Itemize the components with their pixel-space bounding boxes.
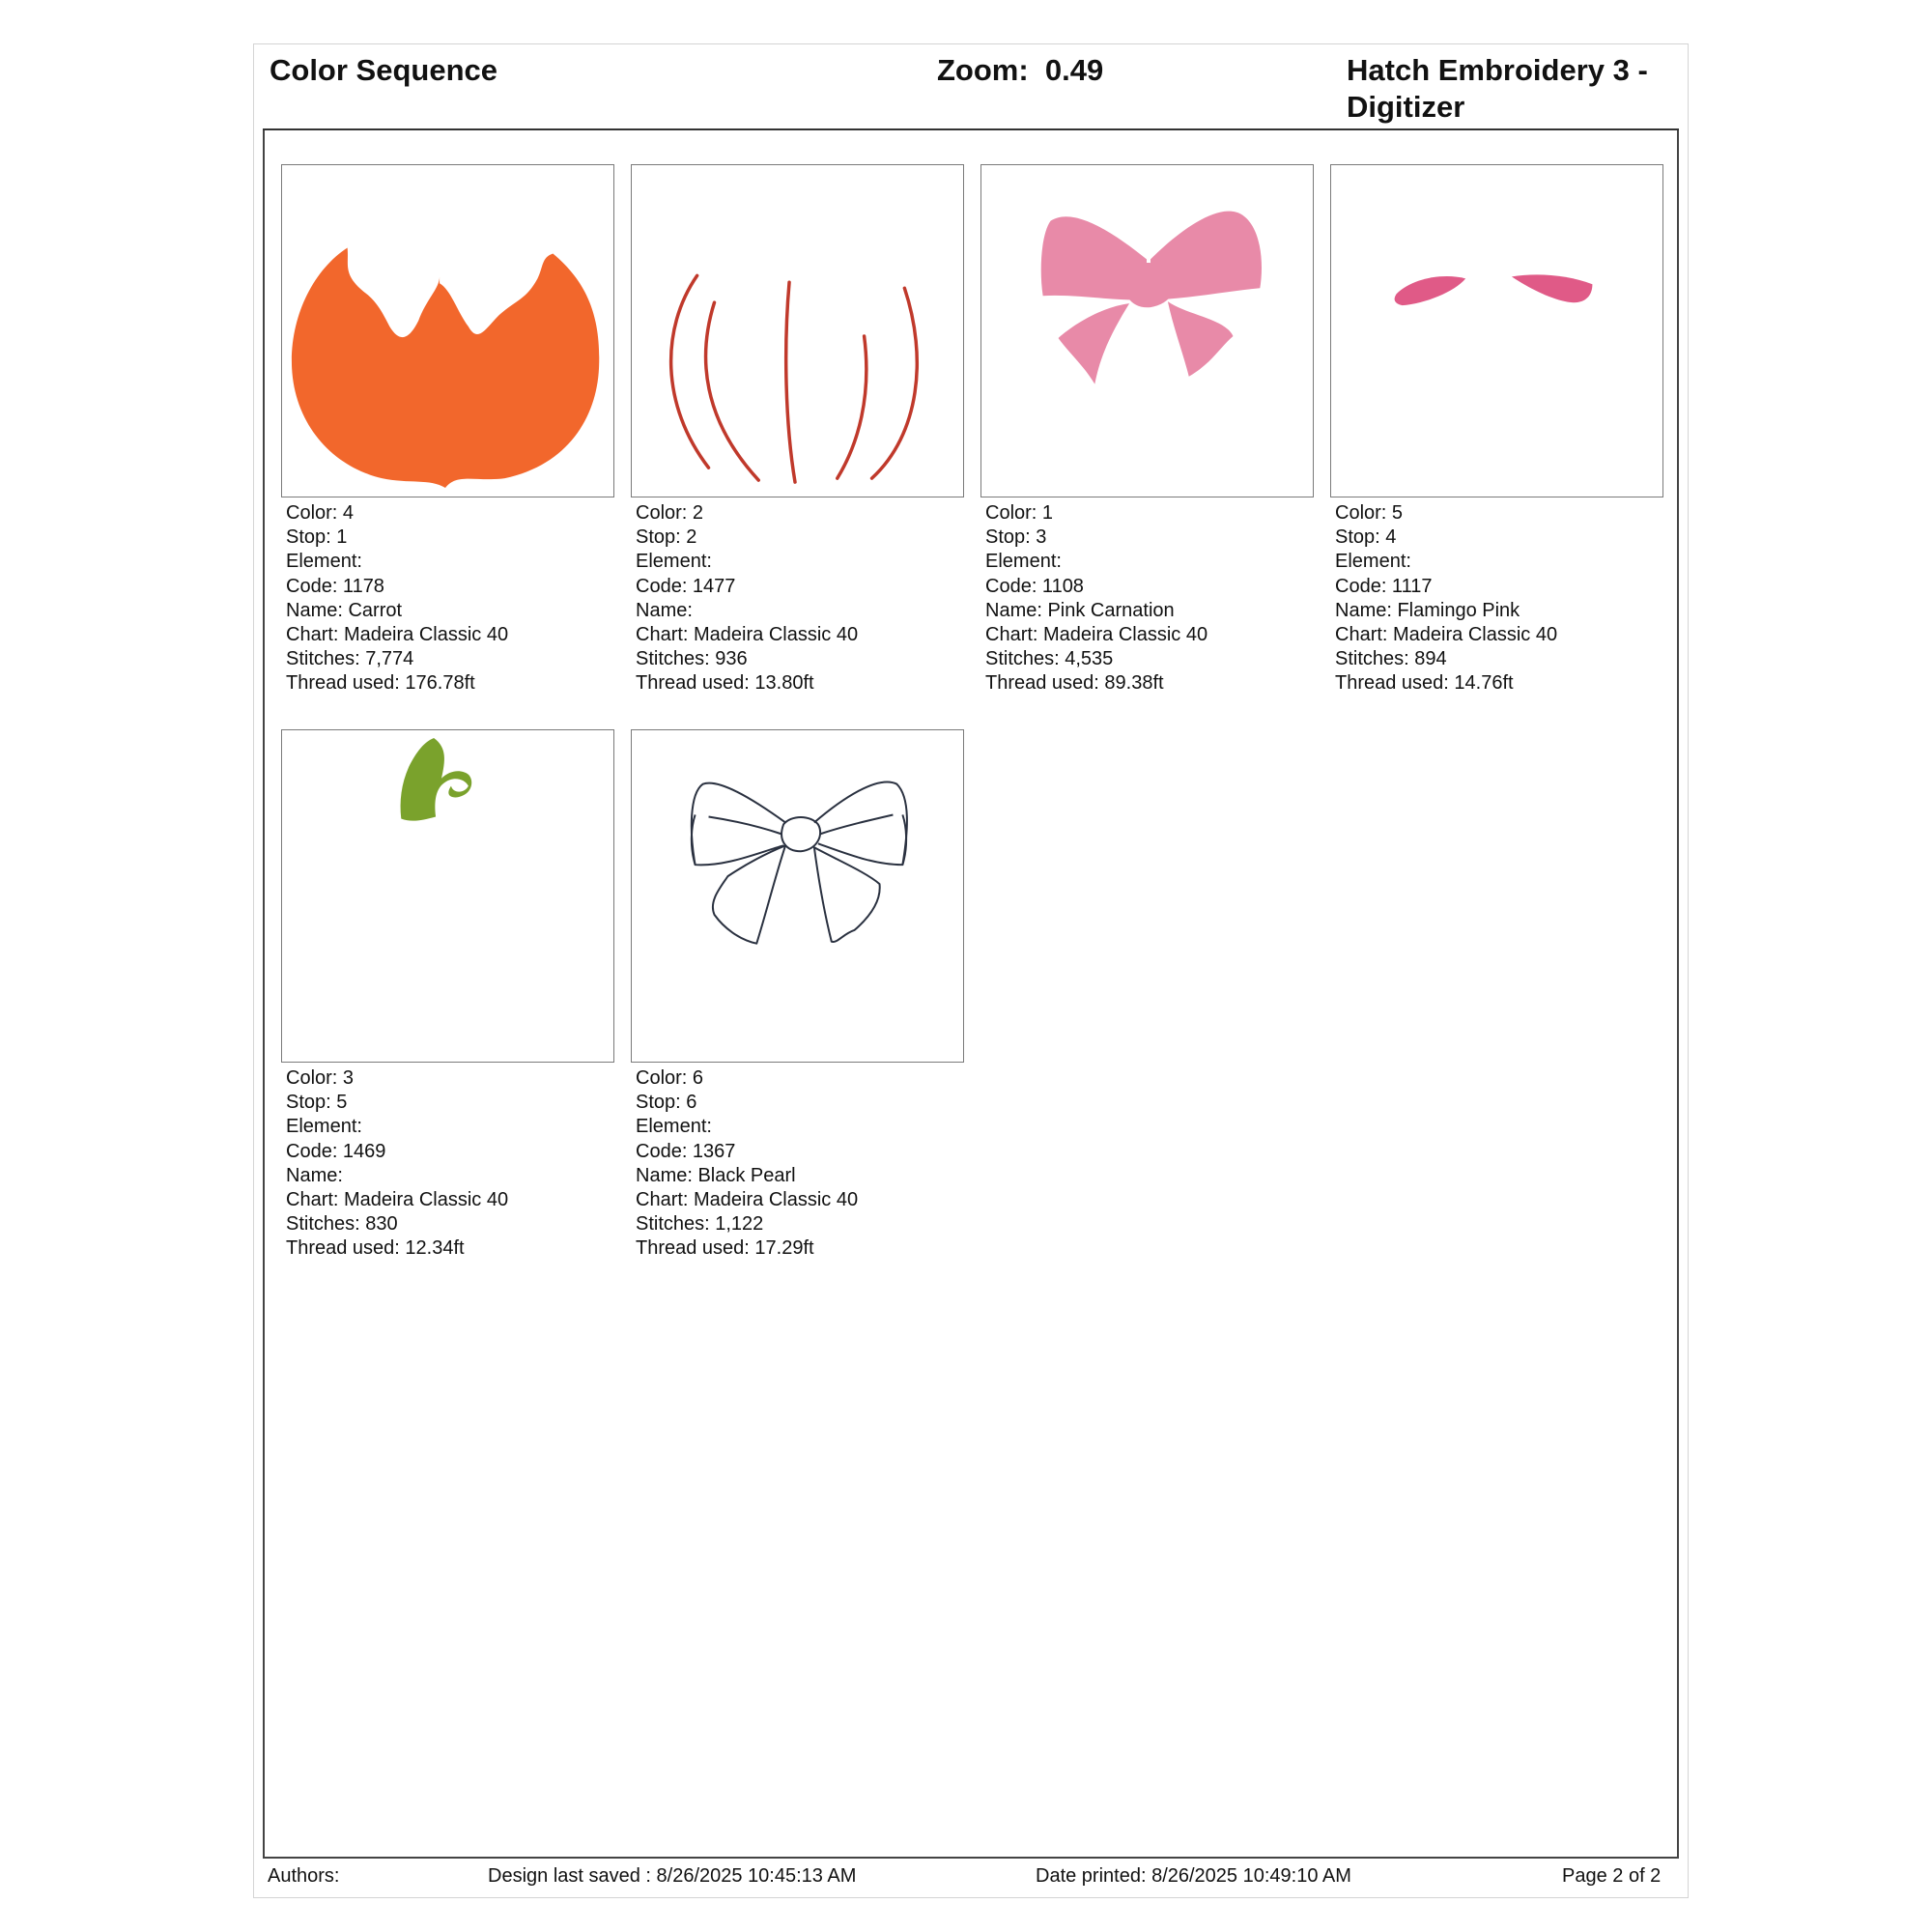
stop-number: Stop: 6 bbox=[636, 1092, 697, 1114]
stop-number: Stop: 5 bbox=[286, 1092, 348, 1114]
thread-name: Name: bbox=[286, 1164, 343, 1186]
thread-chart: Chart: Madeira Classic 40 bbox=[1335, 624, 1558, 646]
stitch-count: Stitches: 830 bbox=[286, 1213, 398, 1236]
stitch-count: Stitches: 1,122 bbox=[636, 1213, 764, 1236]
bow-outline-icon bbox=[632, 730, 963, 1062]
element-label: Element: bbox=[636, 551, 712, 573]
thread-info bbox=[636, 501, 964, 696]
thread-used: Thread used: 176.78ft bbox=[286, 672, 475, 695]
thread-preview bbox=[281, 729, 614, 1063]
pumpkin-stem-shape bbox=[401, 738, 472, 821]
thread-code: Code: 1117 bbox=[1335, 575, 1433, 597]
thread-info bbox=[636, 1066, 964, 1262]
footer-authors: Authors: bbox=[268, 1865, 340, 1887]
color-sequence-page bbox=[253, 43, 1689, 1898]
pumpkin-body-icon bbox=[282, 165, 613, 497]
thread-chart: Chart: Madeira Classic 40 bbox=[286, 624, 509, 646]
thread-code: Code: 1477 bbox=[636, 575, 736, 597]
stop-number: Stop: 4 bbox=[1335, 526, 1397, 549]
thread-chart: Chart: Madeira Classic 40 bbox=[286, 1189, 509, 1211]
thread-code: Code: 1178 bbox=[286, 575, 384, 597]
zoom-level: Zoom: 0.49 bbox=[937, 53, 1104, 87]
color-tile bbox=[281, 729, 614, 1262]
thread-used: Thread used: 89.38ft bbox=[985, 672, 1164, 695]
color-tile bbox=[1330, 164, 1663, 696]
thread-name: Name: bbox=[636, 599, 693, 621]
stop-number: Stop: 3 bbox=[985, 526, 1047, 549]
element-label: Element: bbox=[286, 551, 362, 573]
stitch-count: Stitches: 894 bbox=[1335, 648, 1447, 670]
thread-used: Thread used: 17.29ft bbox=[636, 1237, 814, 1260]
footer-date-printed: Date printed: 8/26/2025 10:49:10 AM bbox=[1036, 1865, 1351, 1887]
color-number: Color: 2 bbox=[636, 502, 704, 524]
color-tile bbox=[631, 729, 964, 1262]
thread-info bbox=[286, 1066, 614, 1262]
thread-info bbox=[985, 501, 1314, 696]
color-tile bbox=[980, 164, 1314, 696]
bow-shading-icon bbox=[1331, 165, 1662, 497]
element-label: Element: bbox=[636, 1116, 712, 1138]
thread-used: Thread used: 13.80ft bbox=[636, 672, 814, 695]
bow-shading-shapes bbox=[1395, 274, 1593, 305]
stitch-count: Stitches: 4,535 bbox=[985, 648, 1114, 670]
thread-code: Code: 1108 bbox=[985, 575, 1084, 597]
thread-chart: Chart: Madeira Classic 40 bbox=[636, 1189, 859, 1211]
thread-name: Name: Flamingo Pink bbox=[1335, 599, 1520, 621]
thread-name: Name: Carrot bbox=[286, 599, 403, 621]
color-tile bbox=[631, 164, 964, 696]
footer-page-number: Page 2 of 2 bbox=[1562, 1865, 1662, 1887]
color-tile bbox=[281, 164, 614, 696]
color-number: Color: 6 bbox=[636, 1067, 704, 1089]
page-title: Color Sequence bbox=[270, 53, 497, 87]
color-number: Color: 3 bbox=[286, 1067, 355, 1089]
thread-name: Name: Pink Carnation bbox=[985, 599, 1175, 621]
pumpkin-rib-lines bbox=[671, 275, 918, 482]
stitch-count: Stitches: 7,774 bbox=[286, 648, 414, 670]
thread-preview bbox=[631, 729, 964, 1063]
thread-used: Thread used: 12.34ft bbox=[286, 1237, 465, 1260]
stop-number: Stop: 2 bbox=[636, 526, 697, 549]
stitch-count: Stitches: 936 bbox=[636, 648, 748, 670]
bow-outline-strokes bbox=[692, 781, 907, 943]
element-label: Element: bbox=[1335, 551, 1411, 573]
thread-used: Thread used: 14.76ft bbox=[1335, 672, 1514, 695]
footer-design-saved: Design last saved : 8/26/2025 10:45:13 AM bbox=[488, 1865, 857, 1887]
thread-chart: Chart: Madeira Classic 40 bbox=[985, 624, 1208, 646]
element-label: Element: bbox=[985, 551, 1062, 573]
pink-bow-icon bbox=[981, 165, 1313, 497]
element-label: Element: bbox=[286, 1116, 362, 1138]
pumpkin-body-shape bbox=[292, 248, 599, 489]
color-number: Color: 4 bbox=[286, 502, 355, 524]
thread-code: Code: 1367 bbox=[636, 1140, 736, 1162]
thread-preview bbox=[1330, 164, 1663, 497]
pink-bow-shape bbox=[1041, 212, 1262, 384]
thread-chart: Chart: Madeira Classic 40 bbox=[636, 624, 859, 646]
thread-preview bbox=[980, 164, 1314, 497]
thread-info bbox=[286, 501, 614, 696]
color-number: Color: 5 bbox=[1335, 502, 1404, 524]
thread-name: Name: Black Pearl bbox=[636, 1164, 796, 1186]
stop-number: Stop: 1 bbox=[286, 526, 348, 549]
thread-preview bbox=[631, 164, 964, 497]
thread-info bbox=[1335, 501, 1663, 696]
color-number: Color: 1 bbox=[985, 502, 1054, 524]
app-name: Hatch Embroidery 3 - Digitizer bbox=[1347, 53, 1648, 124]
thread-preview bbox=[281, 164, 614, 497]
pumpkin-stem-icon bbox=[282, 730, 613, 1062]
pumpkin-ribs-icon bbox=[632, 165, 963, 497]
thread-code: Code: 1469 bbox=[286, 1140, 386, 1162]
